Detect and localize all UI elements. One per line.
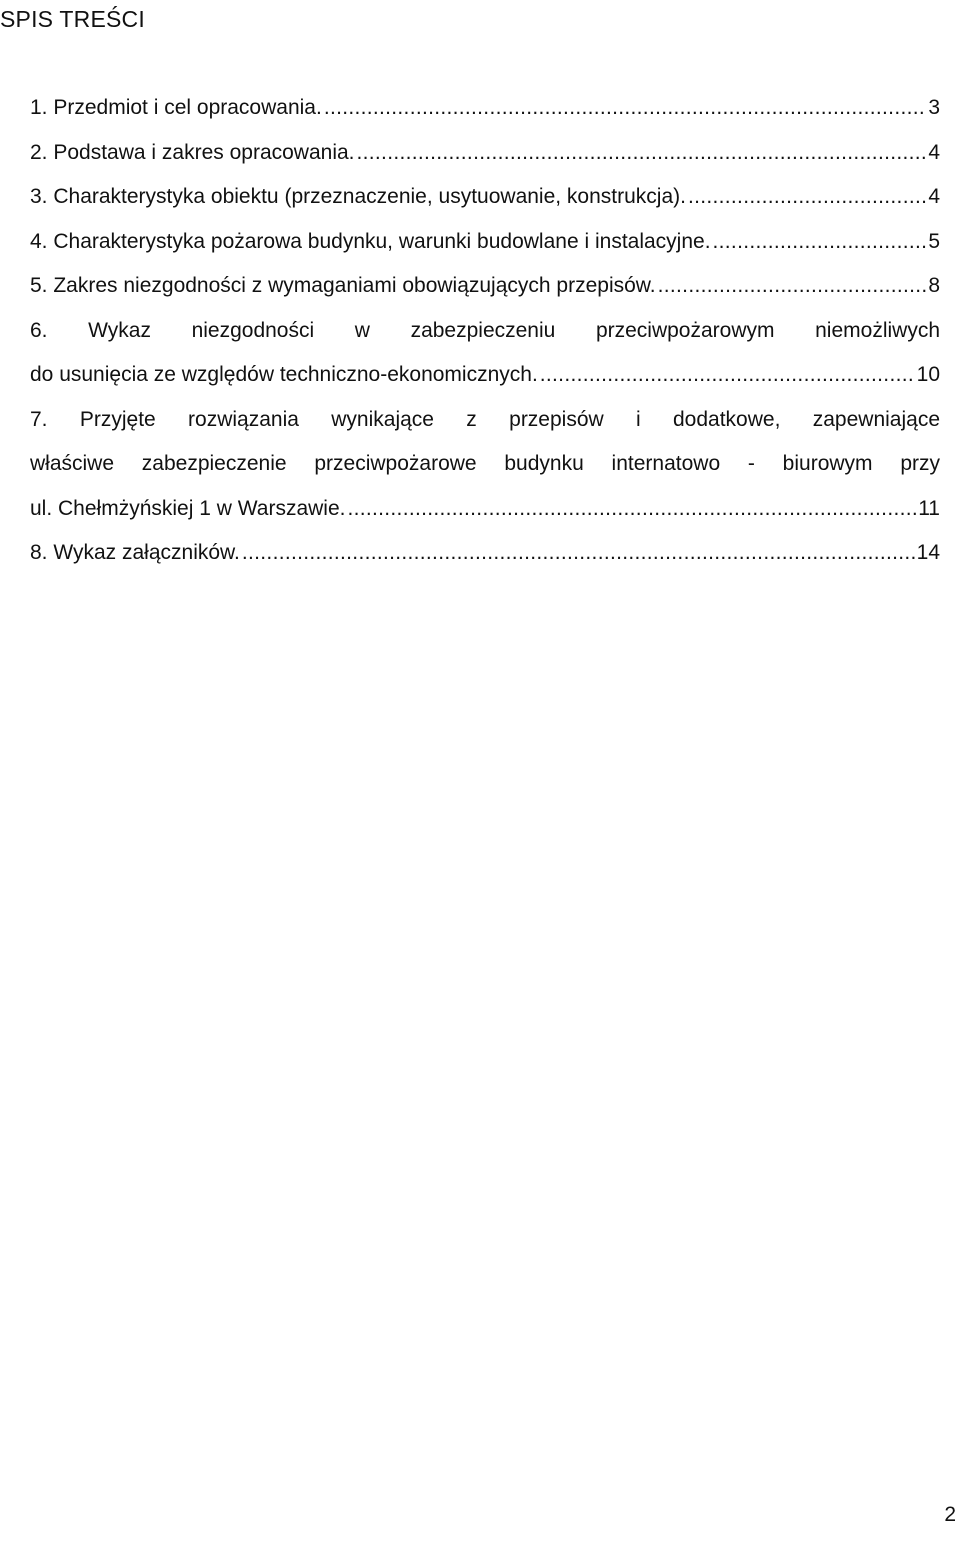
toc-entry-5[interactable] — [30, 264, 940, 309]
toc-entry-title: do usunięcia ze względów techniczno-ekonomicznych. — [30, 363, 538, 386]
toc-entry-line — [30, 220, 940, 265]
toc-entry-4[interactable] — [30, 220, 940, 265]
toc-page-number: 8 — [928, 274, 940, 297]
toc-page-number: 3 — [928, 96, 940, 119]
toc-page-number: 5 — [928, 229, 940, 253]
toc-entry-8[interactable] — [30, 531, 940, 576]
toc-entry-line — [30, 264, 940, 309]
toc-entry-line — [30, 175, 940, 220]
toc-page-number: 11 — [918, 496, 940, 520]
toc-entry-title: ul. Chełmżyńskiej 1 w Warszawie. — [30, 496, 346, 520]
toc-entry-title: 2. Podstawa i zakres opracowania. — [30, 140, 355, 164]
toc-entry-7[interactable] — [30, 398, 940, 532]
toc-leader-dots — [347, 487, 916, 532]
toc-page-number: 10 — [916, 363, 940, 386]
toc-entry-line — [30, 531, 940, 576]
toc-entry-line — [30, 353, 940, 398]
toc-entry-title: 5. Zakres niezgodności z wymaganiami obowiązujących przepisów. — [30, 274, 656, 297]
toc-entry-1[interactable] — [30, 86, 940, 131]
toc-entry-2[interactable] — [30, 131, 940, 176]
toc-leader-dots — [357, 131, 927, 176]
toc-entry-line — [30, 86, 940, 131]
toc-entry-title: 4. Charakterystyka pożarowa budynku, warunki budowlane i instalacyjne. — [30, 229, 711, 253]
toc-leader-dots — [658, 264, 927, 309]
toc-entry-title: 1. Przedmiot i cel opracowania. — [30, 96, 322, 119]
toc-entry-line — [30, 487, 940, 532]
toc-page-number: 4 — [928, 185, 940, 208]
toc-entry-title: 3. Charakterystyka obiektu (przeznaczenie, usytuowanie, konstrukcja). — [30, 185, 686, 208]
toc-leader-dots — [713, 220, 927, 265]
toc-entry-title-line: 7. Przyjęte rozwiązania wynikające z przepisów i dodatkowe, zapewniające — [30, 407, 940, 431]
page-title: SPIS TREŚCI — [0, 6, 145, 32]
toc-leader-dots — [242, 531, 915, 576]
toc-leader-dots — [540, 353, 915, 398]
toc-entry-6[interactable] — [30, 309, 940, 398]
toc-page-number: 14 — [916, 541, 940, 564]
toc-entry-3[interactable] — [30, 175, 940, 220]
toc-page-number: 4 — [928, 140, 940, 164]
toc-leader-dots — [324, 86, 927, 131]
table-of-contents — [30, 86, 940, 576]
toc-leader-dots — [688, 175, 926, 220]
page-number: 2 — [944, 1503, 956, 1526]
toc-entry-title-line: właściwe zabezpieczenie przeciwpożarowe budynku internatowo - biurowym przy — [30, 452, 940, 475]
toc-entry-title-line: 6. Wykaz niezgodności w zabezpieczeniu przeciwpożarowym niemożliwych — [30, 318, 940, 342]
toc-entry-title: 8. Wykaz załączników. — [30, 541, 240, 564]
toc-entry-line — [30, 131, 940, 176]
